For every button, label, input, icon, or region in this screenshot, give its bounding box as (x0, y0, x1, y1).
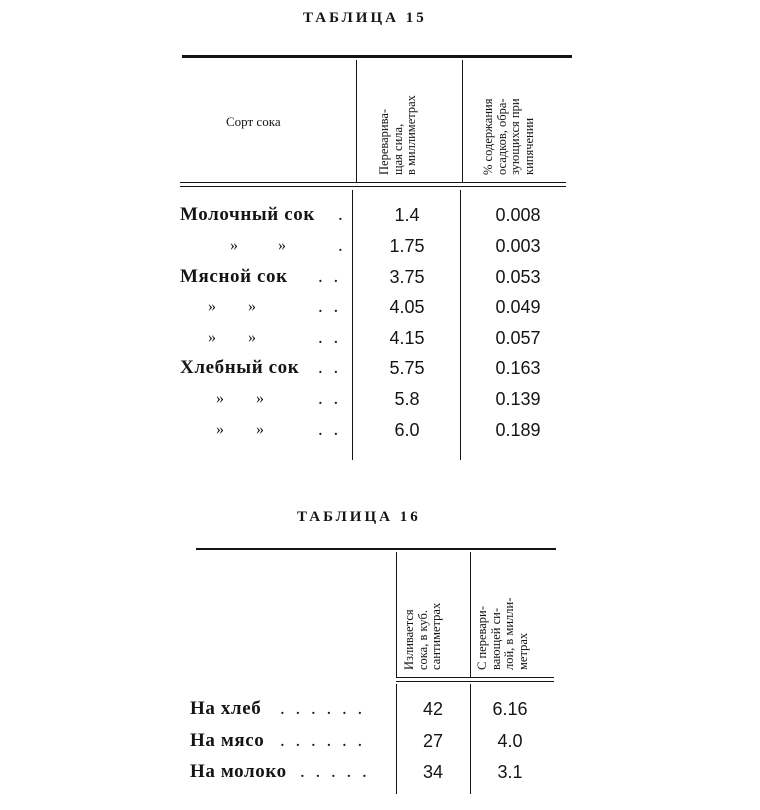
leader-dots: . . (318, 296, 342, 317)
volume-value: 42 (422, 699, 444, 719)
power-value: 6.0 (394, 420, 420, 440)
table16-body-sep2 (470, 684, 471, 794)
power-value: 4.05 (389, 297, 425, 317)
percent-value: 0.003 (495, 236, 541, 256)
percent-value: 0.053 (495, 267, 541, 287)
power-value: 6.16 (492, 699, 528, 719)
table16-body-sep1 (396, 684, 397, 794)
table16-header-rule-a (396, 677, 554, 678)
percent-value: 0.057 (495, 328, 541, 348)
power-value: 3.1 (497, 762, 523, 782)
table16-header-sep2 (470, 552, 471, 677)
table16-top-rule (196, 548, 556, 550)
table16-title: ТАБЛИЦА 16 (297, 509, 421, 525)
leader-dots: . . (318, 419, 342, 440)
power-value: 1.75 (389, 236, 425, 256)
table16-header-sep1 (396, 552, 397, 677)
leader-dots: . . (318, 388, 342, 409)
table15-header-col2: Переварива- щая сила, в миллиметрах (377, 95, 418, 175)
leader-dots: . . . . . . (280, 698, 366, 719)
power-value: 3.75 (389, 267, 425, 287)
leader-dots: . . (318, 266, 342, 287)
table15-header-sep1 (356, 60, 357, 182)
leader-dots: . (338, 235, 346, 256)
table15-title: ТАБЛИЦА 15 (303, 10, 427, 26)
percent-value: 0.189 (495, 420, 541, 440)
row-label: На молоко (190, 761, 287, 782)
row-label: На мясо (190, 730, 265, 751)
percent-value: 0.163 (495, 358, 541, 378)
percent-value: 0.049 (495, 297, 541, 317)
table16-header-col3: С перевари- вающей си- лой, в милли- метрах (475, 597, 530, 670)
leader-dots: . . (318, 357, 342, 378)
leader-dots: . . . . . . (280, 730, 366, 751)
leader-dots: . . . . . (300, 761, 370, 782)
row-label: Мясной сок (180, 266, 288, 287)
volume-value: 27 (422, 731, 444, 751)
row-label: Хлебный сок (180, 357, 300, 378)
row-label: » » (208, 298, 256, 315)
table16-header-col2: Изливается сока, в куб. сантиметрах (402, 602, 443, 670)
leader-dots: . . (318, 327, 342, 348)
leader-dots: . (338, 204, 346, 225)
table15-header-rule-b (180, 186, 566, 187)
table15-header-col3: % содержания осадков, обра- зующихся при кипячении (481, 98, 536, 175)
row-label: » » (216, 390, 264, 407)
power-value: 4.15 (389, 328, 425, 348)
row-label: » » (216, 421, 264, 438)
row-label: » » (230, 237, 286, 254)
table15-body-sep1 (352, 190, 353, 460)
table15-header-rule-a (180, 182, 566, 183)
row-label: » » (208, 329, 256, 346)
table15-body-sep2 (460, 190, 461, 460)
row-label: На хлеб (190, 698, 262, 719)
table16-header-rule-b (396, 681, 554, 682)
volume-value: 34 (422, 762, 444, 782)
table15-header-col1: Сорт сока (226, 114, 281, 129)
power-value: 5.8 (394, 389, 420, 409)
row-label: Молочный сок (180, 204, 315, 225)
power-value: 4.0 (497, 731, 523, 751)
percent-value: 0.139 (495, 389, 541, 409)
percent-value: 0.008 (495, 205, 541, 225)
table15-header-sep2 (462, 60, 463, 182)
table15-top-rule (182, 55, 572, 58)
power-value: 1.4 (394, 205, 420, 225)
power-value: 5.75 (389, 358, 425, 378)
